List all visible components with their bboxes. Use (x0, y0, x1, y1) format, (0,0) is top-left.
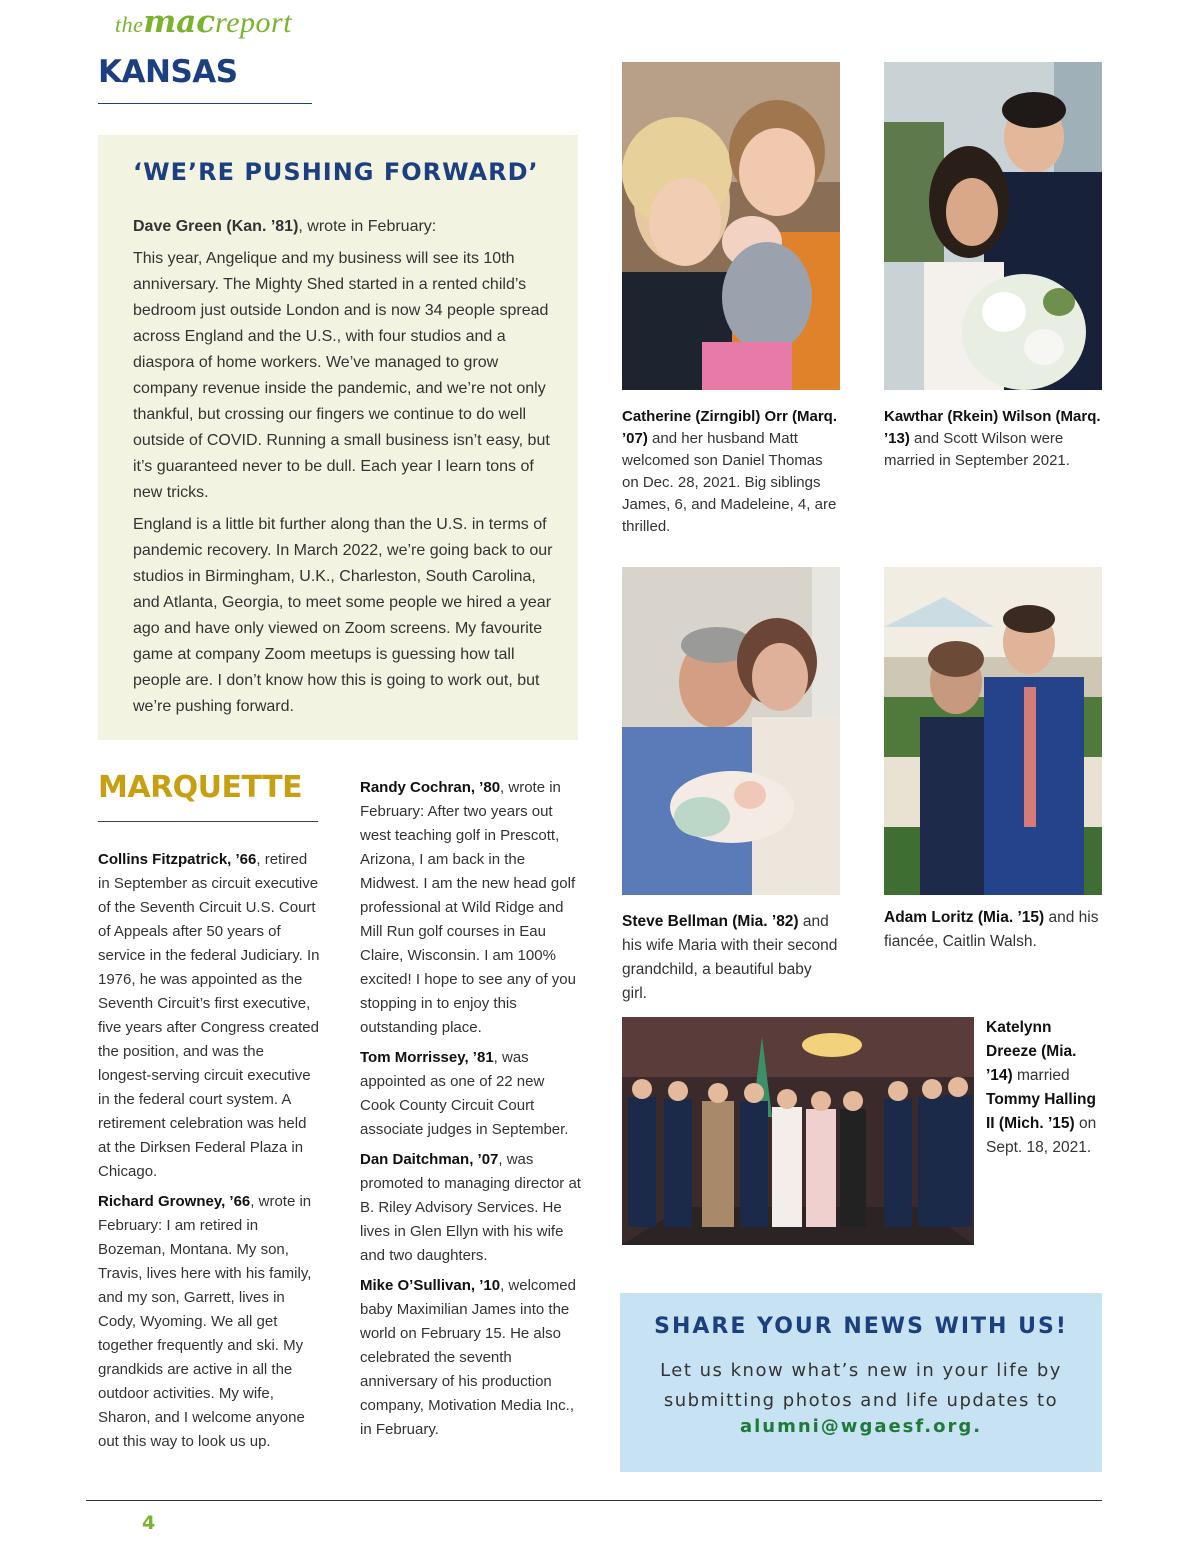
caption-name: Kawthar (Rkein) Wilson (Marq. ’13) (884, 408, 1101, 447)
photo-wilson-wedding (884, 62, 1102, 390)
byline (133, 214, 553, 240)
caption-text: and his wife Maria with their second grandchild, a beautiful baby girl. (622, 913, 838, 1002)
news-column-2 (360, 776, 582, 1448)
share-email-link[interactable]: alumni@wgaesf.org. (739, 1416, 983, 1437)
news-item-name: Collins Fitzpatrick, ’66 (98, 851, 257, 868)
share-line: submitting photos and life updates to (663, 1390, 1059, 1411)
caption-name: Katelynn Dreeze (Mia. ’14) (986, 1019, 1077, 1084)
logo-mac: mac (143, 4, 216, 40)
news-item-name: Dan Daitchman, ’07 (360, 1151, 499, 1168)
caption-orr (622, 406, 840, 538)
caption-name: Catherine (Zirngibl) Orr (Marq. ’07) (622, 408, 838, 447)
news-item-name: Mike O’Sullivan, ’10 (360, 1277, 501, 1294)
caption-loritz (884, 906, 1102, 954)
logo-report: report (215, 6, 293, 39)
caption-dreeze (986, 1016, 1102, 1160)
caption-bellman (622, 910, 840, 1006)
section-rule (98, 103, 312, 104)
byline-name: Dave Green (Kan. ’81) (133, 218, 299, 235)
section-rule (98, 821, 318, 822)
news-item-text: , retired in September as circuit executive of the Seventh Circuit U.S. Court of Appeals after 50 years of service in the federal Judiciary. In 1976, he was appointed as the Seventh Circuit’s first executive, five years after Congress created the position, and was the longest-serving circuit executive in the federal court system. A retirement celebration was held at the Dirksen Federal Plaza in Chicago. (98, 851, 320, 1180)
share-text (620, 1356, 1102, 1416)
share-title: SHARE YOUR NEWS WITH US! (654, 1314, 1068, 1339)
news-item-name: Randy Cochran, ’80 (360, 779, 501, 796)
caption-wilson (884, 406, 1102, 472)
caption-text: on Sept. 18, 2021. (986, 1115, 1097, 1156)
caption-name: Adam Loritz (Mia. ’15) (884, 909, 1045, 926)
share-line: Let us know what’s new in your life by (660, 1360, 1062, 1381)
news-item-text: , wrote in February: I am retired in Bozeman, Montana. My son, Travis, lives here with his family, and my son, Garrett, lives in Cody, Wyoming. We all get together frequently and ski. My grandkids are active in all the outdoor activities. My wife, Sharon, and I welcome anyone out this way to look us up. (98, 1193, 312, 1450)
callout-title: ‘WE’RE PUSHING FORWARD’ (133, 158, 539, 186)
caption-text: married (1012, 1067, 1070, 1084)
byline-rest: , wrote in February: (298, 218, 437, 235)
photo-orr-family (622, 62, 840, 390)
caption-name: Tommy Halling II (Mich. ’15) (986, 1091, 1096, 1132)
section-title-marquette: MARQUETTE (98, 770, 303, 805)
news-item (360, 1274, 582, 1442)
news-item-name: Tom Morrissey, ’81 (360, 1049, 494, 1066)
news-item (360, 776, 582, 1040)
logo-the: the (115, 12, 144, 37)
caption-text: and her husband Matt welcomed son Daniel Thomas on Dec. 28, 2021. Big siblings James, 6, and Madeleine, 4, are thrilled. (622, 430, 837, 535)
masthead-logo (115, 4, 292, 40)
news-item-text: , wrote in February: After two years out west teaching golf in Prescott, Arizona, I am back in the Midwest. I am the new head golf professional at Wild Ridge and Mill Run golf courses in Eau Claire, Wisconsin. I am 100% excited! I hope to see any of you stopping in to enjoy this outstanding place. (360, 779, 576, 1036)
news-item-text: , welcomed baby Maximilian James into the world on February 15. He also celebrated the seventh anniversary of his production company, Motivation Media Inc., in February. (360, 1277, 576, 1438)
news-item-name: Richard Growney, ’66 (98, 1193, 251, 1210)
news-item (98, 1190, 320, 1454)
page-number: 4 (142, 1512, 156, 1534)
news-item-text: , was appointed as one of 22 new Cook County Circuit Court associate judges in September. (360, 1049, 569, 1138)
news-item (360, 1046, 582, 1142)
section-title-kansas: KANSAS (98, 54, 238, 90)
photo-bellman-grandparents (622, 567, 840, 895)
caption-name: Steve Bellman (Mia. ’82) (622, 913, 799, 930)
photo-loritz-couple (884, 567, 1102, 895)
caption-text: and his fiancée, Caitlin Walsh. (884, 909, 1099, 950)
photo-dreeze-wedding-party (622, 1017, 974, 1245)
footer-rule (86, 1500, 1102, 1501)
news-column-1 (98, 848, 320, 1460)
news-item-text: , was promoted to managing director at B. Riley Advisory Services. He lives in Glen Ellyn with his wife and two daughters. (360, 1151, 581, 1264)
callout-paragraph-1: This year, Angelique and my business will see its 10th anniversary. The Mighty Shed started in a rented child’s bedroom just outside London and is now 34 people spread across England and the U.S., with four studios and a diaspora of home workers. We’ve managed to grow company revenue inside the pandemic, and we’re not only thankful, but crossing our fingers we continue to do well outside of COVID. Running a small business isn’t easy, but it’s guaranteed never to be dull. Each year I learn tons of new tricks. (133, 250, 550, 501)
caption-text: and Scott Wilson were married in September 2021. (884, 430, 1070, 469)
callout-body (133, 214, 553, 726)
callout-paragraph-2: England is a little bit further along than the U.S. in terms of pandemic recovery. In March 2022, we’re going back to our studios in Birmingham, U.K., Charleston, South Carolina, and Atlanta, Georgia, to meet some people we hired a year ago and have only viewed on Zoom screens. My favourite game at company Zoom meetups is guessing how tall people are. I don’t know how this is going to work out, but we’re pushing forward. (133, 516, 553, 715)
news-item (360, 1148, 582, 1268)
news-item (98, 848, 320, 1184)
